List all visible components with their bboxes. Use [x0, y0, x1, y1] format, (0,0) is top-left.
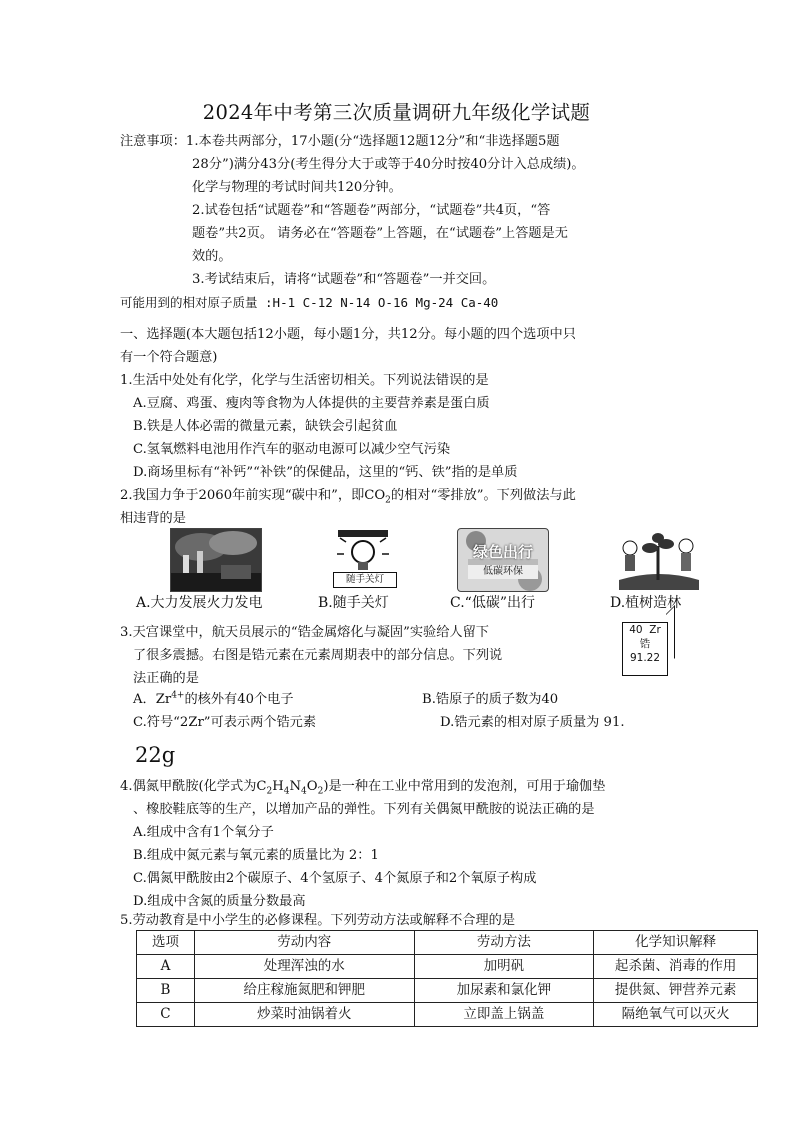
atomic-masses: 可能用到的相对原子质量 :H-1 C-12 N-14 O-16 Mg-24 Ca-40 — [120, 295, 499, 310]
q4-stem-part1: 4.偶氮甲酰胺(化学式为C — [120, 779, 267, 794]
header-labor-method: 劳动方法 — [414, 931, 594, 955]
table-row — [137, 979, 758, 1003]
notes-line-7: 3.考试结束后，请将“试题卷”和“答题卷”一并交回。 — [192, 272, 496, 287]
notes-line-1: 注意事项：1.本卷共两部分，17小题(分“选择题12题12分”和“非选择题5题 — [120, 134, 560, 149]
element-name: 锆 — [639, 638, 651, 650]
formula-h: H — [272, 779, 284, 794]
section1-heading-cont: 有一个符合题意) — [120, 350, 218, 365]
zirconium-element-card — [622, 622, 668, 676]
notes-line-5: 题卷”共2页。 请务必在“答题卷”上答题，在“试题卷”上答题是无 — [192, 226, 568, 241]
element-number: 40 — [629, 624, 643, 636]
q1-stem: 1.生活中处处有化学，化学与生活密切相关。下列说法错误的是 — [120, 373, 489, 388]
q3-stem-line1: 3.天宫课堂中，航天员展示的“锆金属熔化与凝固”实验给人留下 — [120, 625, 489, 640]
table-cell: 隔绝氧气可以灭火 — [594, 1003, 758, 1027]
q3-option-a-part2: 的核外有40个电子 — [184, 692, 294, 707]
low-carbon-poster — [457, 528, 549, 592]
q2-caption-b: B.随手关灯 — [318, 595, 389, 611]
formula-o: O — [306, 779, 318, 794]
table-cell: 加尿素和氯化钾 — [414, 979, 594, 1003]
q4-stem-line2: 、橡胶鞋底等的生产，以增加产品的弹性。下列有关偶氮甲酰胺的说法正确的是 — [133, 802, 595, 817]
table-cell: 起杀菌、消毒的作用 — [594, 955, 758, 979]
header-option: 选项 — [137, 931, 195, 955]
table-cell: B — [137, 979, 195, 1003]
q2-caption-d: D.植树造林 — [610, 595, 682, 611]
page-title: 2024年中考第三次质量调研九年级化学试题 — [202, 101, 591, 124]
q1-option-c: C.氢氧燃料电池用作汽车的驱动电源可以减少空气污染 — [133, 442, 451, 457]
table-cell: 处理浑浊的水 — [194, 955, 414, 979]
q5-stem: 5.劳动教育是中小学生的必修课程。下列劳动方法或解释不合理的是 — [120, 913, 516, 928]
q2-stem-part1: 2.我国力争于2060年前实现“碳中和”，即CO — [120, 488, 386, 503]
q3-option-c: C.符号“2Zr”可表示两个锆元素 — [133, 715, 317, 730]
zr-charge-superscript: 4+ — [171, 690, 185, 701]
table-cell: 加明矾 — [414, 955, 594, 979]
poster-title: 绿色出行 — [472, 543, 533, 561]
power-plant-icon — [171, 529, 261, 591]
table-cell: 提供氮、钾营养元素 — [594, 979, 758, 1003]
table-row — [137, 1003, 758, 1027]
element-mass: 91.22 — [629, 652, 661, 664]
notes-line-6: 效的。 — [192, 249, 232, 264]
tree-planting-image — [614, 528, 704, 590]
q4-option-a: A.组成中含有1个氧分子 — [133, 825, 274, 840]
q2-stem-cont: 相违背的是 — [120, 511, 186, 526]
q3-option-a-part1: A．Zr — [133, 692, 172, 707]
q2-stem — [120, 484, 576, 507]
q2-caption-a: A.大力发展火力发电 — [136, 595, 263, 611]
header-chem-explanation: 化学知识解释 — [594, 931, 758, 955]
q4-option-c: C.偶氮甲酰胺由2个碳原子、4个氢原子、4个氮原子和2个氧原子构成 — [133, 871, 537, 886]
q4-stem-part2: )是一种在工业中常用到的发泡剂，可用于瑜伽垫 — [323, 779, 606, 794]
formula-sub-o: 2 — [317, 786, 324, 797]
notes-line-2: 28分”)满分43分(考生得分大于或等于40分时按40分计入总成绩)。 — [192, 157, 585, 172]
q2-stem-part2: 的相对“零排放”。下列做法与此 — [390, 488, 576, 503]
q3-option-a — [133, 688, 294, 711]
q3-option-d: D.锆元素的相对原子质量为 91. — [440, 715, 625, 730]
q4-option-d: D.组成中含氮的质量分数最高 — [133, 894, 306, 909]
q5-table — [136, 930, 758, 1027]
q4-option-b: B.组成中氮元素与氧元素的质量比为 2：1 — [133, 848, 379, 863]
q1-option-b: B.铁是人体必需的微量元素，缺铁会引起贫血 — [133, 419, 398, 434]
power-plant-image — [170, 528, 262, 592]
co2-subscript: 2 — [385, 495, 391, 506]
formula-sub-h: 4 — [283, 786, 290, 797]
table-cell: C — [137, 1003, 195, 1027]
table-cell: A — [137, 955, 195, 979]
table-cell: 立即盖上锅盖 — [414, 1003, 594, 1027]
formula-sub-n: 4 — [301, 786, 307, 797]
table-row — [137, 955, 758, 979]
q4-stem-line1 — [120, 775, 605, 798]
bulb-sign: 随手关灯 — [333, 572, 397, 588]
section1-heading: 一、选择题(本大题包括12小题，每小题1分，共12分。每小题的四个选项中只 — [120, 327, 576, 342]
table-cell: 给庄稼施氮肥和钾肥 — [194, 979, 414, 1003]
table-cell: 炒菜时油锅着火 — [194, 1003, 414, 1027]
table-header-row — [137, 931, 758, 955]
tree-planting-icon — [614, 528, 704, 590]
formula-n: N — [289, 779, 302, 794]
formula-sub-c: 2 — [266, 786, 273, 797]
q3-option-b: B.锆原子的质子数为40 — [422, 692, 559, 707]
q3-stem-line3: 法正确的是 — [133, 671, 199, 686]
element-symbol: Zr — [649, 624, 661, 636]
element-number-symbol — [623, 623, 667, 637]
q1-option-d: D.商场里标有“补钙”“补铁”的保健品，这里的“钙、铁”指的是单质 — [133, 465, 518, 480]
q3-stem-line2: 了很多震撼。右图是锆元素在元素周期表中的部分信息。下列说 — [133, 648, 503, 663]
notes-line-3: 化学与物理的考试时间共120分钟。 — [192, 180, 402, 195]
q2-caption-c: C.“低碳”出行 — [450, 595, 535, 611]
q3-option-d-continued: 22g — [135, 743, 176, 767]
notes-line-4: 2.试卷包括“试题卷”和“答题卷”两部分，“试题卷”共4页，“答 — [192, 203, 551, 218]
poster-subtitle: 低碳环保 — [468, 565, 538, 579]
header-labor-content: 劳动内容 — [194, 931, 414, 955]
q1-option-a: A.豆腐、鸡蛋、瘦肉等食物为人体提供的主要营养素是蛋白质 — [133, 396, 490, 411]
